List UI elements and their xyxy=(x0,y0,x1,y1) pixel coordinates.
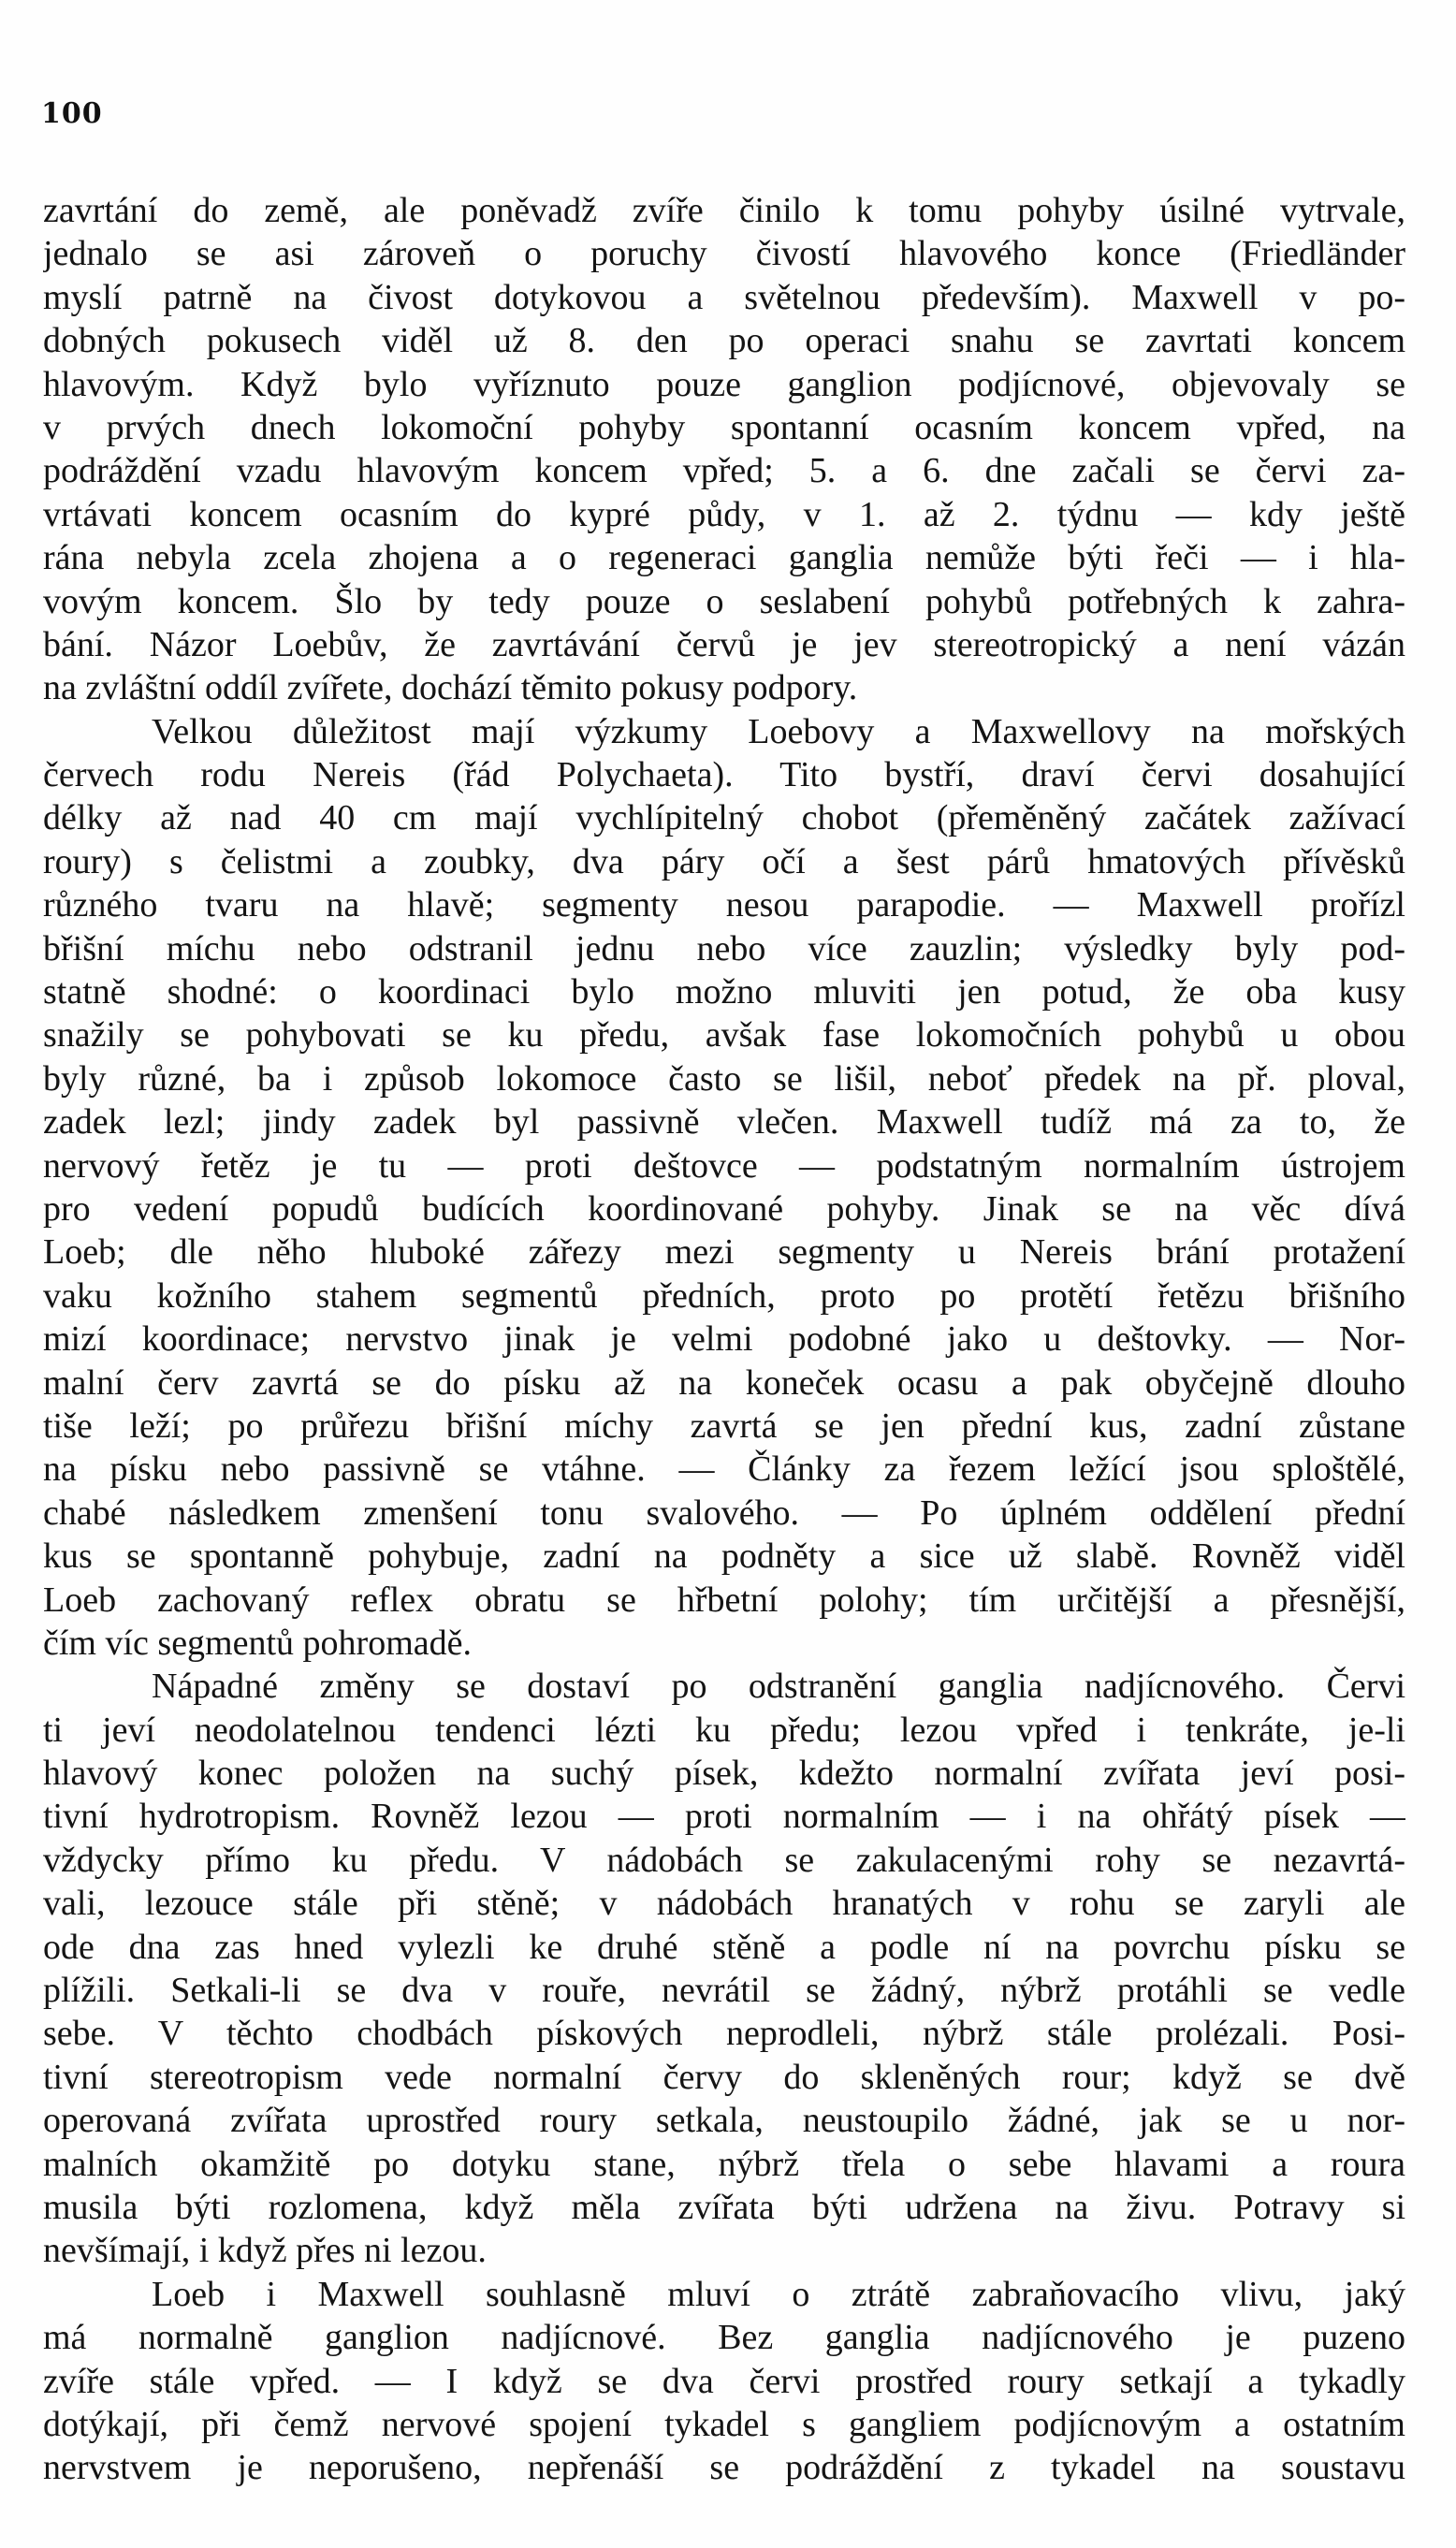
text-line: v prvých dnech lokomoční pohyby spontanní ocasním koncem vpřed, na xyxy=(43,407,1405,447)
text-line: zadek lezl; jindy zadek byl passivně vlečen. Maxwell tudíž má za to, že xyxy=(43,1102,1405,1143)
text-line: tiše leží; po průřezu břišní míchy zavrtá se jen přední kus, zadní zůstane xyxy=(43,1405,1405,1446)
text-line: roury) s čelistmi a zoubky, dva páry očí a šest párů hmatových přívěsků xyxy=(43,841,1405,881)
text-line: červech rodu Nereis (řád Polychaeta). Tito bystří, draví červi dosahující xyxy=(43,755,1405,795)
text-line: vaku kožního stahem segmentů předních, proto po protětí řetězu břišního xyxy=(43,1275,1405,1316)
text-line: malních okamžitě po dotyku stane, nýbrž třela o sebe hlavami a roura xyxy=(43,2144,1405,2184)
text-line: nervový řetěz je tu — proti deštovce — podstatným normalním ústrojem xyxy=(43,1145,1405,1186)
text-line: rána nebyla zcela zhojena a o regeneraci ganglia nemůže býti řeči — i hla- xyxy=(43,538,1405,578)
text-line: vovým koncem. Šlo by tedy pouze o seslabení pohybů potřebných k zahra- xyxy=(43,581,1405,621)
text-line: malní červ zavrtá se do písku až na koneček ocasu a pak obyčejně dlouho xyxy=(43,1362,1405,1403)
text-line: zvíře stále vpřed. — I když se dva červi prostřed roury setkají a tykadly xyxy=(43,2361,1405,2401)
text-line: na zvláštní oddíl zvířete, dochází těmito pokusy podpory. xyxy=(43,668,858,708)
text-line: musila býti rozlomena, když měla zvířata býti udržena na živu. Potravy si xyxy=(43,2187,1405,2227)
text-line: podráždění vzadu hlavovým koncem vpřed; 5. a 6. dne začali se červi za- xyxy=(43,451,1405,491)
text-line: mizí koordinace; nervstvo jinak je velmi podobné jako u deštovky. — Nor- xyxy=(43,1319,1405,1360)
text-line: snažily se pohybovati se ku předu, avšak fase lokomočních pohybů u obou xyxy=(43,1015,1405,1056)
text-line: vali, lezouce stále při stěně; v nádobách hranatých v rohu se zaryli ale xyxy=(43,1884,1405,1924)
text-line: hlavový konec položen na suchý písek, kdežto normalní zvířata jeví posi- xyxy=(43,1754,1405,1794)
text-line: břišní míchu nebo odstranil jednu nebo více zauzlin; výsledky byly pod- xyxy=(43,928,1405,968)
text-line: Loeb i Maxwell souhlasně mluví o ztrátě zabraňovacího vlivu, jaký xyxy=(152,2274,1405,2314)
text-line: čím víc segmentů pohromadě. xyxy=(43,1623,472,1663)
text-line: vrtávati koncem ocasním do kypré půdy, v 1. až 2. týdnu — kdy ještě xyxy=(43,494,1405,534)
text-line: myslí patrně na čivost dotykovou a světelnou především). Maxwell v po- xyxy=(43,277,1405,317)
text-line: operovaná zvířata uprostřed roury setkala, neustoupilo žádné, jak se u nor- xyxy=(43,2101,1405,2141)
text-line: hlavovým. Když bylo vyříznuto pouze ganglion podjícnové, objevovaly se xyxy=(43,364,1405,404)
text-line: nervstvem je neporušeno, nepřenáší se podráždění z tykadel na soustavu xyxy=(43,2448,1405,2488)
text-line: jednalo se asi zároveň o poruchy čivostí hlavového konce (Friedländer xyxy=(43,234,1405,274)
text-line: má normalně ganglion nadjícnové. Bez ganglia nadjícnového je puzeno xyxy=(43,2318,1405,2358)
text-line: Velkou důležitost mají výzkumy Loebovy a Maxwellovy na mořských xyxy=(152,711,1405,751)
text-line: chabé následkem zmenšení tonu svalového. — Po úplném oddělení přední xyxy=(43,1492,1405,1533)
text-line: plížili. Setkali-li se dva v rouře, nevrátil se žádný, nýbrž protáhli se vedle xyxy=(43,1971,1405,2011)
text-line: kus se spontanně pohybuje, zadní na podněty a sice už slabě. Rovněž viděl xyxy=(43,1536,1405,1577)
page-number: 100 xyxy=(41,97,103,130)
text-line: nevšímají, i když přes ni lezou. xyxy=(43,2231,487,2271)
text-line: ode dna zas hned vylezli ke druhé stěně a podle ní na povrchu písku se xyxy=(43,1927,1405,1967)
text-line: bání. Názor Loebův, že zavrtávání červů je jev stereotropický a není vázán xyxy=(43,624,1405,664)
text-line: vždycky přímo ku předu. V nádobách se zakulacenými rohy se nezavrtá- xyxy=(43,1840,1405,1880)
text-line: sebe. V těchto chodbách pískových neprodleli, nýbrž stále prolézali. Posi- xyxy=(43,2014,1405,2054)
text-line: různého tvaru na hlavě; segmenty nesou parapodie. — Maxwell prořízl xyxy=(43,885,1405,925)
text-line: Nápadné změny se dostaví po odstranění ganglia nadjícnového. Červi xyxy=(152,1667,1405,1707)
text-line: na písku nebo passivně se vtáhne. — Články za řezem ležící jsou sploštělé, xyxy=(43,1449,1405,1490)
text-line: statně shodné: o koordinaci bylo možno mluviti jen potud, že oba kusy xyxy=(43,972,1405,1012)
text-line: pro vedení popudů budících koordinované pohyby. Jinak se na věc dívá xyxy=(43,1188,1405,1229)
text-line: byly různé, ba i způsob lokomoce často se lišil, neboť předek na př. ploval, xyxy=(43,1058,1405,1099)
text-line: ti jeví neodolatelnou tendenci lézti ku předu; lezou vpřed i tenkráte, je-li xyxy=(43,1710,1405,1750)
body-text xyxy=(43,189,1405,2490)
text-line: tivní hydrotropism. Rovněž lezou — proti normalním — i na ohřátý písek — xyxy=(43,1797,1405,1837)
text-line: dotýkají, při čemž nervové spojení tykadel s gangliem podjícnovým a ostatním xyxy=(43,2404,1405,2444)
text-line: Loeb zachovaný reflex obratu se hřbetní polohy; tím určitější a přesnější, xyxy=(43,1580,1405,1620)
text-line: délky až nad 40 cm mají vychlípitelný chobot (přeměněný začátek zažívací xyxy=(43,798,1405,838)
text-line: Loeb; dle něho hluboké zářezy mezi segmenty u Nereis brání protažení xyxy=(43,1232,1405,1273)
text-line: tivní stereotropism vede normalní červy do skleněných rour; když se dvě xyxy=(43,2057,1405,2097)
text-line: dobných pokusech viděl už 8. den po operaci snahu se zavrtati koncem xyxy=(43,321,1405,361)
text-line: zavrtání do země, ale poněvadž zvíře činilo k tomu pohyby úsilné vytrvale, xyxy=(43,191,1405,230)
